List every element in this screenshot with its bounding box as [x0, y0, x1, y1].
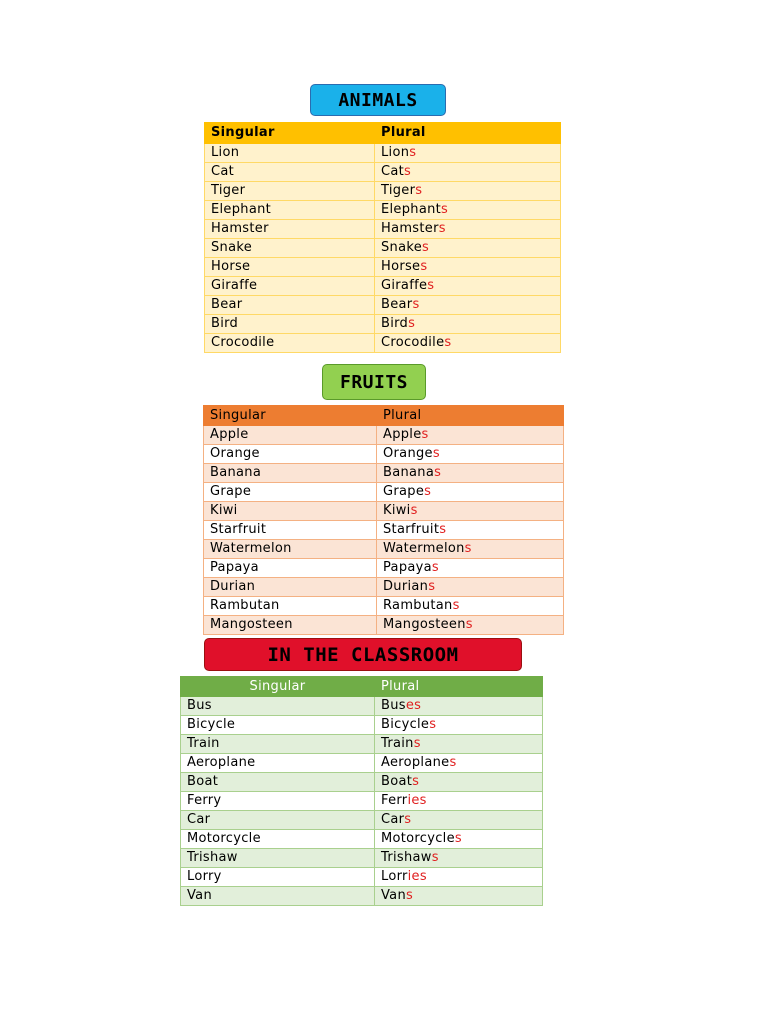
table-row — [205, 144, 561, 163]
table-row — [204, 597, 564, 616]
singular-cell: Giraffe — [205, 277, 375, 296]
singular-header: Singular — [204, 406, 377, 426]
singular-cell: Cat — [205, 163, 375, 182]
plural-base: Horse — [381, 259, 421, 274]
plural-cell — [375, 201, 561, 220]
plural-suffix: s — [404, 812, 412, 827]
plural-base: Grape — [383, 484, 425, 499]
plural-base: Bicycle — [381, 717, 430, 732]
plural-header: Plural — [375, 677, 543, 697]
plural-base: Apple — [383, 427, 422, 442]
singular-cell: Mangosteen — [204, 616, 377, 635]
singular-cell: Watermelon — [204, 540, 377, 559]
plural-cell — [375, 220, 561, 239]
plural-base: Crocodile — [381, 335, 445, 350]
plural-cell — [375, 163, 561, 182]
plural-cell — [375, 887, 543, 906]
plural-suffix: s — [404, 164, 412, 179]
plural-cell — [375, 735, 543, 754]
animals-title: ANIMALS — [310, 84, 446, 116]
plural-base: Cat — [381, 164, 405, 179]
table-row — [205, 277, 561, 296]
plural-cell — [375, 296, 561, 315]
singular-cell: Bicycle — [181, 716, 375, 735]
singular-cell: Van — [181, 887, 375, 906]
plural-cell — [375, 182, 561, 201]
singular-cell: Trishaw — [181, 849, 375, 868]
table-row — [204, 426, 564, 445]
plural-cell — [375, 239, 561, 258]
table-row — [205, 296, 561, 315]
table-row — [204, 502, 564, 521]
plural-suffix: s — [408, 316, 416, 331]
singular-cell: Hamster — [205, 220, 375, 239]
singular-cell: Orange — [204, 445, 377, 464]
singular-cell: Snake — [205, 239, 375, 258]
singular-cell: Aeroplane — [181, 754, 375, 773]
plural-cell — [377, 578, 564, 597]
plural-suffix: ies — [407, 793, 427, 808]
fruits-table — [203, 405, 564, 635]
table-row — [205, 201, 561, 220]
plural-cell — [375, 277, 561, 296]
plural-base: Kiwi — [383, 503, 411, 518]
table-row — [181, 868, 543, 887]
plural-base: Orange — [383, 446, 433, 461]
plural-base: Train — [381, 736, 414, 751]
plural-base: Aeroplane — [381, 755, 450, 770]
plural-suffix: s — [464, 541, 472, 556]
table-row — [181, 830, 543, 849]
plural-cell — [377, 559, 564, 578]
plural-suffix: s — [439, 522, 447, 537]
table-row — [205, 239, 561, 258]
plural-base: Snake — [381, 240, 423, 255]
table-row — [181, 849, 543, 868]
singular-cell: Bus — [181, 697, 375, 716]
plural-cell — [375, 258, 561, 277]
singular-cell: Car — [181, 811, 375, 830]
plural-suffix: s — [428, 579, 436, 594]
table-row — [181, 754, 543, 773]
singular-cell: Papaya — [204, 559, 377, 578]
plural-cell — [377, 502, 564, 521]
plural-suffix: s — [431, 560, 439, 575]
plural-base: Car — [381, 812, 405, 827]
plural-suffix: s — [406, 888, 414, 903]
table-row — [181, 792, 543, 811]
plural-header: Plural — [375, 123, 561, 144]
plural-base: Banana — [383, 465, 435, 480]
singular-cell: Tiger — [205, 182, 375, 201]
plural-base: Bear — [381, 297, 413, 312]
plural-cell — [377, 616, 564, 635]
singular-cell: Motorcycle — [181, 830, 375, 849]
plural-suffix: s — [441, 202, 449, 217]
plural-cell — [375, 716, 543, 735]
plural-cell — [375, 811, 543, 830]
plural-cell — [377, 521, 564, 540]
singular-cell: Crocodile — [205, 334, 375, 353]
plural-cell — [375, 334, 561, 353]
plural-suffix: s — [449, 755, 457, 770]
singular-cell: Bird — [205, 315, 375, 334]
plural-base: Hamster — [381, 221, 439, 236]
plural-base: Trishaw — [381, 850, 432, 865]
singular-cell: Bear — [205, 296, 375, 315]
singular-cell: Train — [181, 735, 375, 754]
table-row — [181, 716, 543, 735]
singular-cell: Starfruit — [204, 521, 377, 540]
fruits-title: FRUITS — [322, 364, 426, 400]
table-row — [205, 334, 561, 353]
plural-suffix: s — [432, 446, 440, 461]
plural-cell — [375, 792, 543, 811]
plural-base: Motorcycle — [381, 831, 455, 846]
singular-cell: Grape — [204, 483, 377, 502]
plural-suffix: es — [405, 698, 422, 713]
plural-cell — [375, 830, 543, 849]
table-row — [204, 464, 564, 483]
table-row — [204, 483, 564, 502]
singular-cell: Ferry — [181, 792, 375, 811]
plural-cell — [375, 144, 561, 163]
plural-suffix: s — [438, 221, 446, 236]
plural-base: Lion — [381, 145, 410, 160]
animals-table — [204, 122, 561, 353]
plural-cell — [375, 868, 543, 887]
table-row — [205, 163, 561, 182]
singular-cell: Elephant — [205, 201, 375, 220]
singular-cell: Lorry — [181, 868, 375, 887]
singular-cell: Banana — [204, 464, 377, 483]
table-row — [204, 616, 564, 635]
plural-cell — [375, 849, 543, 868]
plural-cell — [377, 426, 564, 445]
table-row — [204, 445, 564, 464]
table-row — [204, 559, 564, 578]
plural-suffix: s — [444, 335, 452, 350]
plural-cell — [377, 445, 564, 464]
plural-base: Elephant — [381, 202, 442, 217]
plural-header: Plural — [377, 406, 564, 426]
table-row — [181, 773, 543, 792]
plural-base: Bus — [381, 698, 406, 713]
plural-base: Starfruit — [383, 522, 440, 537]
plural-base: Watermelon — [383, 541, 465, 556]
singular-cell: Rambutan — [204, 597, 377, 616]
plural-cell — [375, 754, 543, 773]
plural-suffix: s — [422, 240, 430, 255]
singular-header: Singular — [181, 677, 375, 697]
table-header-row — [204, 406, 564, 426]
table-row — [205, 182, 561, 201]
plural-suffix: s — [409, 145, 417, 160]
plural-base: Van — [381, 888, 406, 903]
table-row — [204, 540, 564, 559]
singular-cell: Boat — [181, 773, 375, 792]
table-row — [205, 315, 561, 334]
plural-suffix: s — [429, 717, 437, 732]
plural-base: Boat — [381, 774, 413, 789]
plural-suffix: ies — [407, 869, 427, 884]
plural-suffix: s — [420, 259, 428, 274]
plural-base: Tiger — [381, 183, 416, 198]
plural-suffix: s — [410, 503, 418, 518]
plural-suffix: s — [412, 297, 420, 312]
plural-base: Giraffe — [381, 278, 428, 293]
plural-suffix: s — [413, 736, 421, 751]
plural-suffix: s — [454, 831, 462, 846]
plural-base: Rambutan — [383, 598, 453, 613]
plural-suffix: s — [465, 617, 473, 632]
plural-base: Bird — [381, 316, 409, 331]
plural-suffix: s — [434, 465, 442, 480]
plural-suffix: s — [424, 484, 432, 499]
singular-cell: Durian — [204, 578, 377, 597]
plural-base: Ferr — [381, 793, 408, 808]
plural-suffix: s — [452, 598, 460, 613]
singular-cell: Apple — [204, 426, 377, 445]
table-row — [205, 258, 561, 277]
singular-cell: Kiwi — [204, 502, 377, 521]
plural-suffix: s — [412, 774, 420, 789]
plural-cell — [377, 540, 564, 559]
table-header-row — [181, 677, 543, 697]
plural-cell — [377, 597, 564, 616]
table-row — [181, 735, 543, 754]
table-row — [181, 811, 543, 830]
plural-cell — [375, 315, 561, 334]
plural-suffix: s — [427, 278, 435, 293]
plural-suffix: s — [415, 183, 423, 198]
plural-cell — [377, 464, 564, 483]
plural-cell — [375, 773, 543, 792]
plural-base: Mangosteen — [383, 617, 466, 632]
singular-cell: Lion — [205, 144, 375, 163]
table-header-row — [205, 123, 561, 144]
plural-suffix: s — [421, 427, 429, 442]
classroom-table — [180, 676, 543, 906]
table-row — [204, 578, 564, 597]
table-row — [204, 521, 564, 540]
singular-cell: Horse — [205, 258, 375, 277]
singular-header: Singular — [205, 123, 375, 144]
plural-base: Durian — [383, 579, 429, 594]
plural-suffix: s — [431, 850, 439, 865]
plural-base: Lorr — [381, 869, 408, 884]
plural-cell — [375, 697, 543, 716]
plural-cell — [377, 483, 564, 502]
classroom-title: IN THE CLASSROOM — [204, 638, 522, 671]
table-row — [181, 887, 543, 906]
table-row — [181, 697, 543, 716]
plural-base: Papaya — [383, 560, 432, 575]
table-row — [205, 220, 561, 239]
